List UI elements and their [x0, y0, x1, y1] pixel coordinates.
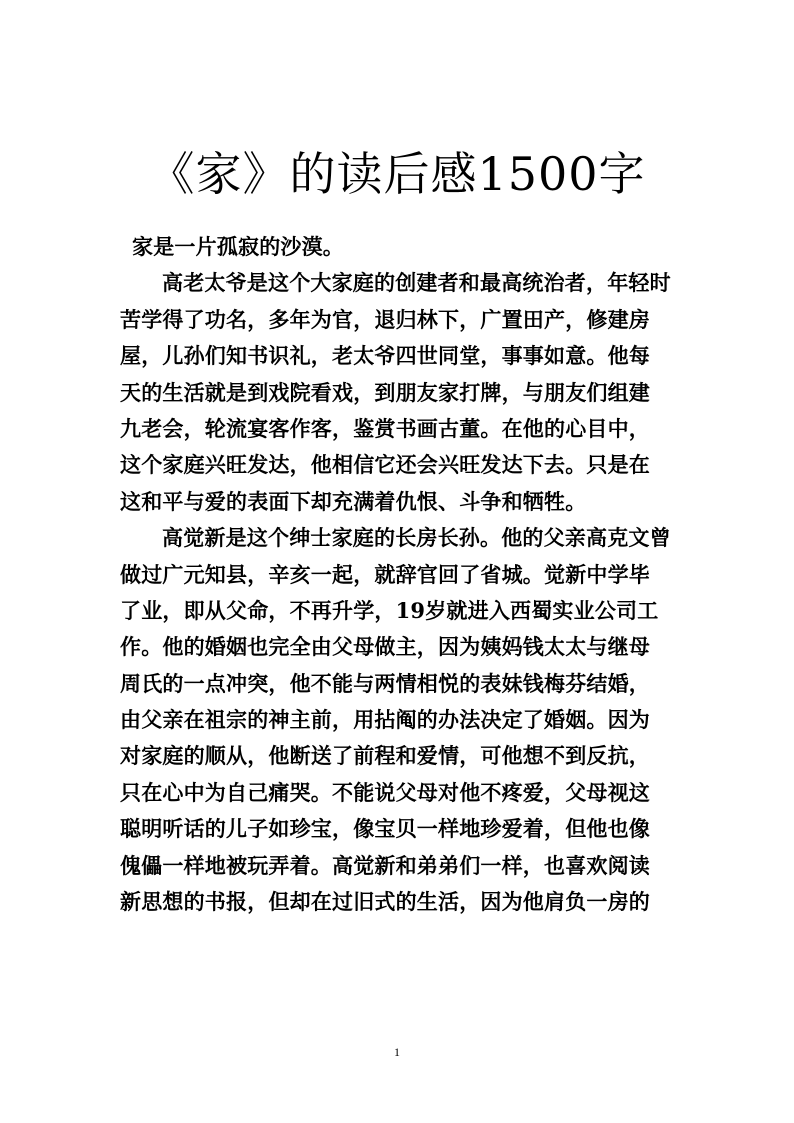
body-line: 对家庭的顺从，他断送了前程和爱情，可他想不到反抗，: [120, 743, 650, 769]
body-line: 九老会，轮流宴客作客，鉴赏书画古董。在他的心目中，: [120, 415, 650, 441]
body-line: 由父亲在祖宗的神主前，用拈阄的办法决定了婚姻。因为: [120, 707, 650, 733]
body-line: 屋，儿孙们知书识礼，老太爷四世同堂，事事如意。他每: [120, 343, 650, 369]
document-body: [120, 229, 680, 920]
body-line: 天的生活就是到戏院看戏，到朋友家打牌，与朋友们组建: [120, 379, 650, 405]
document-title: 《家》的读后感1500字: [148, 147, 646, 201]
body-line: 作。他的婚姻也完全由父母做主，因为姨妈钱太太与继母: [120, 634, 650, 660]
body-line: 高老太爷是这个大家庭的创建者和最高统治者，年轻时: [162, 270, 671, 296]
body-line: 这和平与爱的表面下却充满着仇恨、斗争和牺牲。: [120, 488, 587, 514]
body-line: 新思想的书报，但却在过旧式的生活，因为他肩负一房的: [120, 889, 650, 915]
page-number: 1: [394, 1045, 400, 1059]
body-line: 高觉新是这个绅士家庭的长房长孙。他的父亲高克文曾: [162, 525, 671, 551]
body-line: 做过广元知县，辛亥一起，就辞官回了省城。觉新中学毕: [120, 561, 650, 587]
body-line: 苦学得了功名，多年为官，退归林下，广置田产，修建房: [120, 306, 650, 332]
body-line: 只在心中为自己痛哭。不能说父母对他不疼爱，父母视这: [120, 779, 650, 805]
body-line: 这个家庭兴旺发达，他相信它还会兴旺发达下去。只是在: [120, 452, 650, 478]
body-line: 家是一片孤寂的沙漠。: [132, 234, 344, 259]
body-line: 聪明听话的儿子如珍宝，像宝贝一样地珍爱着，但他也像: [120, 816, 650, 842]
body-line: 周氏的一点冲突，他不能与两情相悦的表妹钱梅芬结婚，: [120, 670, 650, 696]
body-line: 傀儡一样地被玩弄着。高觉新和弟弟们一样，也喜欢阅读: [120, 852, 650, 878]
body-line: 了业，即从父命，不再升学，19岁就进入西蜀实业公司工: [120, 597, 659, 623]
